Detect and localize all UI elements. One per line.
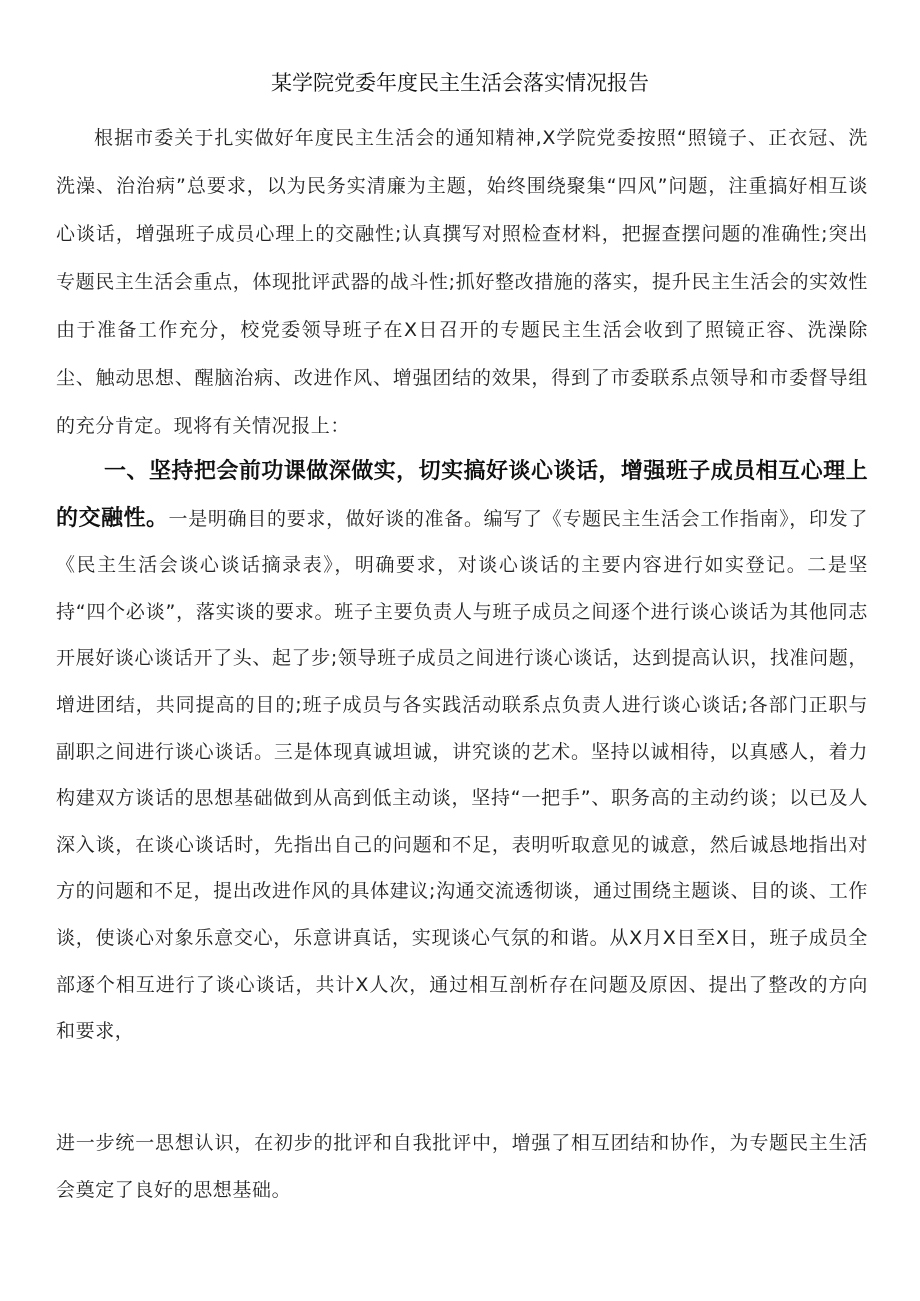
closing-paragraph: 进一步统一思想认识，在初步的批评和自我批评中，增强了相互团结和协作，为专题民主生活会奠定了良好的思想基础。 bbox=[56, 1132, 868, 1201]
section-1-paragraph bbox=[56, 449, 868, 1055]
document-title: 某学院党委年度民主生活会落实情况报告 bbox=[271, 71, 649, 95]
intro-paragraph: 根据市委关于扎实做好年度民主生活会的通知精神,X学院党委按照“照镜子、正衣冠、洗洗澡、治治病”总要求，以为民务实清廉为主题，始终围绕聚集“四风”问题，注重搞好相互谈心谈话，增强班子成员心理上的交融性;认真撰写对照检查材料，把握查摆问题的准确性;突出专题民主生活会重点，体现批评武器的战斗性;抓好整改措施的落实，提升民主生活会的实效性由于准备工作充分，校党委领导班子在X日召开的专题民主生活会收到了照镜正容、洗澡除尘、触动思想、醒脑治病、改进作风、增强团结的效果，得到了市委联系点领导和市委督导组的充分肯定。现将有关情况报上： bbox=[56, 127, 868, 437]
section-1-heading: 一、坚持把会前功课做深做实，切实搞好谈心谈话，增强班子成员相互心理上的交融性。 bbox=[56, 459, 868, 531]
section-1-body: 一是明确目的要求，做好谈的准备。编写了《专题民主生活会工作指南》，印发了《民主生活会谈心谈话摘录表》，明确要求，对谈心谈话的主要内容进行如实登记。二是坚持“四个必谈”，落实谈的要求。班子主要负责人与班子成员之间逐个进行谈心谈话为其他同志开展好谈心谈话开了头、起了步;领导班子成员之间进行谈心谈话，达到提高认识，找准问题，增进团结，共同提高的目的;班子成员与各实践活动联系点负责人进行谈心谈话;各部门正职与副职之间进行谈心谈话。三是体现真诚坦诚，讲究谈的艺术。坚持以诚相待，以真感人，着力构建双方谈话的思想基础做到从高到低主动谈，坚持“一把手”、职务高的主动约谈；以已及人深入谈，在谈心谈话时，先指出自己的问题和不足，表明听取意见的诚意，然后诚恳地指出对方的问题和不足，提出改进作风的具体建议;沟通交流透彻谈，通过围绕主题谈、目的谈、工作谈，使谈心对象乐意交心，乐意讲真话，实现谈心气氛的和谐。从X月X日至X日，班子成员全部逐个相互进行了谈心谈话，共计X人次，通过相互剖析存在问题及原因、提出了整改的方向和要求， bbox=[56, 507, 868, 1043]
